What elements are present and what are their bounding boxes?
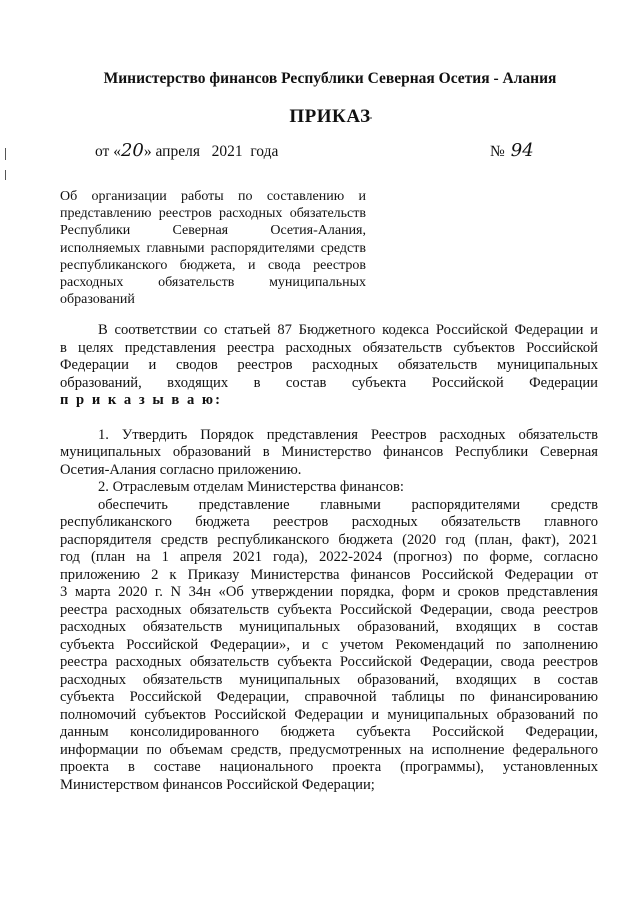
preamble-line: образований, входящих в состав субъекта Российской Федерации — [60, 374, 598, 391]
subject-line: Об организации работы по составлению и — [60, 189, 366, 204]
item2-line: реестра расходных обязательств субъекта Российской Федерации, свода реестров — [60, 601, 598, 618]
scan-mark — [5, 148, 6, 160]
item2-line: реестра расходных обязательств субъекта Российской Федерации, свода реестров — [60, 654, 598, 670]
number-value: 94 — [510, 140, 534, 161]
item2-title: 2. Отраслевым отделам Министерства финансов: — [98, 479, 404, 495]
subject-line: исполняемых главными распорядителями средств — [60, 240, 366, 256]
item2-line: год (план на 1 апреля 2021 года), 2022-2024 (прогноз) по форме, согласно — [60, 549, 598, 565]
document-title: ПРИКАЗ — [289, 106, 371, 127]
order-word: п р и к а з ы в а ю: — [60, 392, 222, 408]
scan-mark — [5, 170, 6, 180]
item2-line: субъекта Российской Федерации, справочной таблицы по финансированию — [60, 689, 598, 705]
date-prefix: от « — [95, 143, 121, 160]
preamble-line: В соответствии со статьей 87 Бюджетного кодекса Российской Федерации и — [98, 322, 598, 338]
order-subject — [60, 188, 366, 308]
preamble-line: Федерации и сводов реестров расходных обязательств муниципальных — [60, 357, 598, 373]
subject-line: расходных обязательств муниципальных — [60, 275, 366, 291]
item1-line: 1. Утвердить Порядок представления Реестров расходных обязательств — [98, 426, 598, 443]
item1-line: Осетия-Алания согласно приложению. — [60, 461, 302, 478]
item2-line: проекта в составе национального проекта (программы), установленных — [60, 759, 598, 775]
ministry-heading: Министерство финансов Республики Северная Осетия - Алания — [103, 70, 557, 87]
subject-line: Республики Северная Осетия-Алания, — [60, 223, 366, 239]
item2-line: приложению 2 к Приказу Министерства финансов Российской Федерации от — [60, 566, 598, 583]
item2-line: расходных обязательств муниципальных образований, входящих в состав — [60, 671, 598, 688]
date-suffix: » апреля 2021 года — [143, 143, 279, 160]
date-day: 20 — [120, 140, 144, 161]
item2-line: обеспечить представление главными распорядителями средств — [98, 496, 598, 513]
number-label: № — [490, 143, 505, 160]
item2-line: данным консолидированного бюджета субъекта Российской Федерации, — [60, 724, 598, 740]
item2-line: 3 марта 2020 г. N 34н «Об утверждении порядка, форм и сроков представления — [60, 584, 598, 600]
order-body — [60, 322, 598, 794]
item2-line: расходных обязательств муниципальных образований, входящих в состав — [60, 619, 598, 635]
item2-line: распорядителя средств республиканского бюджета (2020 год (план, факт), 2021 — [60, 531, 598, 548]
item2-line: Министерством финансов Российской Федерации; — [60, 776, 375, 793]
item2-line: республиканского бюджета реестров расходных обязательств главного — [60, 514, 598, 530]
item2-line: информации по объемам средств, предусмотренных на исполнение федерального — [60, 741, 598, 758]
subject-line: образований — [60, 292, 135, 308]
preamble-line: в целях представления реестра расходных обязательств субъектов Российской — [60, 339, 598, 356]
item2-line: полномочий субъектов Российской Федерации и муниципальных образований по — [60, 706, 598, 723]
order-date — [95, 140, 278, 161]
item1-line: муниципальных образований в Министерство финансов Республики Северная — [60, 444, 598, 460]
subject-line: представлению реестров расходных обязательств — [60, 206, 366, 222]
paragraph-gap — [60, 410, 598, 427]
subject-line: республиканского бюджета, и свода реестров — [60, 257, 366, 273]
item2-line: субъекта Российской Федерации», и с учетом Рекомендаций по заполнению — [60, 636, 598, 653]
order-number — [490, 140, 534, 161]
